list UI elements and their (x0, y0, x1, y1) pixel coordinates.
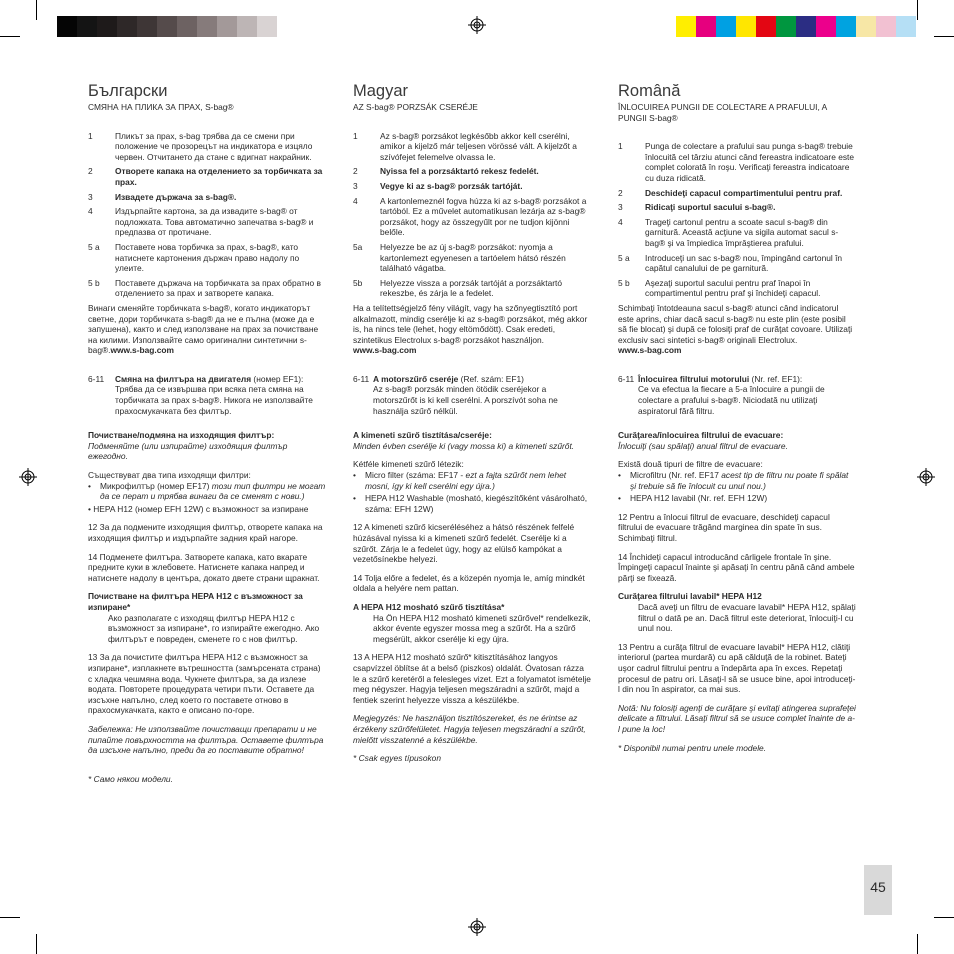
step-number: 6-11 (353, 373, 370, 384)
color-swatch (796, 16, 816, 37)
section-subtitle: AZ S-bag® PORZSÁK CSERÉJE (353, 102, 478, 112)
step-text: Отворете капака на отделението за торбичката за прах. (115, 166, 323, 187)
trim-mark (0, 36, 20, 37)
step-text: Издърпайте картона, за да извадите s-bag® от подложката. Това автоматично запечатва s-bag® и предпазва от протичане. (115, 206, 314, 238)
color-swatch (117, 16, 137, 37)
step-item (618, 188, 856, 199)
color-swatch (696, 16, 716, 37)
bullet: • (353, 493, 356, 504)
step-text: Deschideţi capacul compartimentului pentru praf. (645, 187, 843, 198)
steps-list (88, 131, 326, 299)
link-text: www.s-bag.com (353, 345, 417, 356)
paragraph: Kétféle kimeneti szűrő létezik: (353, 459, 464, 470)
step-number: 2 (88, 166, 93, 177)
step-text: Introduceţi un sac s-bag® nou, împingând cartonul în capătul canalului de pe garnitură. (645, 252, 843, 274)
color-swatch (137, 16, 157, 37)
step-number: 3 (353, 180, 358, 191)
registration-mark-icon (468, 16, 486, 34)
step-number: 5 a (88, 241, 100, 252)
step-text: Helyezze be az új s-bag® porzsákot: nyomja a kartonlemezt egyenesen a tartóelem hátsó részén található vágatba. (380, 241, 566, 274)
section-title: Български (88, 82, 168, 100)
trim-mark (917, 934, 918, 954)
trim-mark (934, 917, 954, 918)
step-text: A kartonlemeznél fogva húzza ki az s-bag® porzsákot a tartóból. Ez a művelet automatikusan lezárja az s-bag® porzsákot, hogy az összegyűlt por ne tudjon kijönni belőle. (380, 195, 587, 238)
gray-color-bar (57, 16, 297, 37)
color-swatch (157, 16, 177, 37)
trim-mark (36, 0, 37, 20)
step-item (88, 206, 326, 238)
paragraph: 13 A HEPA H12 mosható szűrő* kitisztításához langyos csapvízzel öblítse át a belső (piszkos) oldalát. Óvatosan rázza le a szűrő keretéről a felesleges vizet. Ezt a folyamatot ismételje meg négyszer. Hagyja teljesen megszáradni a szűrőt, majd a fentiek szerint helyezze vissza a készülékbe. (353, 652, 591, 705)
paragraph: 13 За да почистите филтъра HEPA H12 с възможност за изпиране*, изплакнете вътрешността (замърсената страна) с хладка чешмяна вода. Чукнете филтъра, за да излезе водата. Повторете процедурата четири пъти. Оставете да изсъхне напълно, след което го поставете отново в прахосмукачката, както е описано по-горе. (88, 652, 321, 716)
step-number: 6-11 (618, 373, 635, 384)
subheading: Смяна на филтъра на двигателя (115, 373, 252, 384)
paragraph: Съществуват два типа изходящи филтри: (88, 470, 251, 481)
bullet-text: acest tip de filtru nu poate fi spălat şi trebuie să fie înlocuit cu unul nou.) (630, 470, 849, 491)
color-swatch (856, 16, 876, 37)
step-number: 4 (88, 206, 93, 217)
trim-mark (36, 934, 37, 954)
step-text: Helyezze vissza a porzsák tartóját a porzsáktartó rekeszbe, és zárja le a fedelet. (380, 277, 563, 299)
ref-text: (Ref. szám: EF1) (458, 373, 524, 384)
step-number: 1 (88, 130, 93, 141)
step-item (618, 278, 856, 299)
column-bulgarian (88, 82, 326, 784)
paragraph: 13 Pentru a curăţa filtrul de evacuare lavabil* HEPA H12, clătiţi interiorul (partea murdară) cu apă călduţă de la robinet. Bateţi uşor cadrul filtrului pentru a îndepărta apa în exces. Repetaţi procesul de patru ori. Lăsaţi-l să se usuce bine, apoi introduceţi-l din nou în aspirator, ca mai sus. (618, 641, 856, 695)
step-number: 4 (618, 216, 623, 227)
step-number: 5 a (618, 252, 630, 263)
ref-text: (номер EF1): (251, 373, 304, 384)
bullet: • (88, 480, 91, 491)
step-number: 2 (353, 166, 358, 177)
color-swatch (756, 16, 776, 37)
trim-mark (934, 36, 954, 37)
step-item (88, 166, 326, 187)
registration-mark-icon (917, 468, 935, 486)
paragraph: Schimbaţi întotdeauna sacul s-bag® atunci când indicatorul este aprins, chiar dacă sacul s-bag® nu este plin (este posibil să fie blocat) şi după ce folosiţi praf de curăţat covoare. Utilizaţi exclusiv saci sintetici s-bag® originali Electrolux. (618, 302, 853, 345)
color-swatch (277, 16, 297, 37)
registration-mark-icon (19, 468, 37, 486)
steps-list (353, 131, 591, 299)
note: Забележка: Не използвайте почистващи препарати и не пипайте повърхността на филтъра. Оставете филтъра да изсъхне напълно, преди да го поставите обратно! (88, 723, 324, 756)
note: Notă: Nu folosiţi agenţi de curăţare şi evitaţi atingerea suprafeţei delicate a filtrului. Lăsaţi filtrul să se usuce complet înainte de a-l pune la loc! (618, 702, 856, 734)
color-swatch (716, 16, 736, 37)
step-item (353, 196, 591, 238)
cmyk-color-bar (676, 16, 916, 37)
step-text: Извадете държача за s-bag®. (115, 191, 237, 202)
section-title: Magyar (353, 82, 409, 100)
bullet-text: HEPA H12 lavabil (Nr. ref. EFH 12W) (630, 493, 768, 504)
step-number: 5a (353, 241, 363, 252)
step-item (353, 278, 591, 299)
subheading: A motorszűrő cseréje (373, 373, 459, 384)
color-swatch (836, 16, 856, 37)
color-swatch (177, 16, 197, 37)
step-item (88, 131, 326, 163)
column-hungarian (353, 82, 591, 764)
paragraph: 14 Подменете филтъра. Затворете капака, като вкарате предните куки в жлебовете. Натиснете капака напред и натиснете надолу в центъра, докато двете страни щракнат. (88, 551, 320, 583)
bullet-text: Microfiltru (Nr. ref. EF17 (630, 470, 722, 481)
step-text: Ridicaţi suportul sacului s-bag®. (645, 202, 776, 213)
section-subtitle: СМЯНА НА ПЛИКА ЗА ПРАХ, S-bag® (88, 102, 234, 112)
bullet: • (353, 470, 356, 481)
color-swatch (876, 16, 896, 37)
step-number: 3 (618, 202, 623, 213)
paragraph: Minden évben cserélje ki (vagy mossa ki) a kimeneti szűrőt. (353, 440, 575, 451)
color-swatch (57, 16, 77, 37)
step-text: Vegye ki az s-bag® porzsák tartóját. (380, 180, 523, 191)
link-text: www.s-bag.com (618, 345, 682, 356)
paragraph: Трябва да се извършва при всяка пета смяна на торбичката за прах s-bag®. Никога не използвайте прахосмукачката без филтър. (115, 384, 313, 416)
color-swatch (197, 16, 217, 37)
step-text: Punga de colectare a prafului sau punga s-bag® trebuie înlocuită cel târziu atunci când fereastra indicatoare este complet colorată în roşu. Verificaţi fereastra indicatoare cu duza ridicată. (645, 141, 855, 183)
step-item (618, 217, 856, 249)
step-text: Nyissa fel a porzsáktartó rekesz fedelét. (380, 166, 539, 177)
paragraph: Înlocuiţi (sau spălaţi) anual filtrul de evacuare. (618, 440, 788, 451)
step-item (88, 242, 326, 274)
ref-text: (Nr. ref. EF1): (749, 373, 803, 384)
section-subtitle: ÎNLOCUIREA PUNGII DE COLECTARE A PRAFULUI, A PUNGII S-bag® (618, 102, 827, 123)
step-item (353, 181, 591, 192)
step-text: Az s-bag® porzsákot legkésőbb akkor kell cserélni, amikor a kijelző már teljesen vörössé vált. A kijelzőt a szívófejet felemelve olvassa le. (380, 130, 577, 162)
paragraph: 12 Pentru a înlocui filtrul de evacuare, deschideţi capacul filtrului de evacuare trăgând marginea din spate în sus. Schimbaţi filtrul. (618, 511, 830, 543)
step-item (353, 131, 591, 163)
paragraph: Ha Ön HEPA H12 mosható kimeneti szűrővel* rendelkezik, akkor évente egyszer mossa meg a szűrőt. Ha a szűrő megsérült, akkor cserélje ki egy újra. (373, 612, 591, 644)
bullet-text: ezt a fajta szűrőt nem lehet mosni, így ki kell cserélni egy újra.) (365, 470, 567, 491)
step-text: Aşezaţi suportul sacului pentru praf înapoi în compartimentul pentru praf şi închideţi capacul. (645, 277, 821, 299)
paragraph: Dacă aveţi un filtru de evacuare lavabil* HEPA H12, spălaţi filtrul o dată pe an. Dacă filtrul este deteriorat, înlocuiţi-l cu unul nou. (638, 601, 856, 634)
note: Megjegyzés: Ne használjon tisztítószereket, és ne érintse az érzékeny szűrőfelületet. Hagyja teljesen megszáradni a szűrőt, mielőtt visszatenné a készülékbe. (353, 713, 586, 745)
trim-mark (917, 0, 918, 20)
step-number: 5 b (618, 277, 630, 288)
step-number: 5 b (88, 277, 100, 288)
step-text: Trageţi cartonul pentru a scoate sacul s-bag® din garnitură. Aceastǎ acţiune va sigila automat sacul s-bag® şi va împiedica împrǎştierea prafului. (645, 216, 839, 248)
color-swatch (816, 16, 836, 37)
step-item (618, 202, 856, 213)
link-text: www.s-bag.com (110, 345, 174, 356)
step-item (88, 192, 326, 203)
step-number: 3 (88, 191, 93, 202)
subheading: A kimeneti szűrő tisztítása/cseréje: (353, 430, 492, 441)
bullet-text: Micro filter (száma: EF17 - (365, 470, 466, 481)
steps-list (618, 141, 856, 299)
bullet-text: • HEPA H12 (номер EFH 12W) с възможност за изпиране (88, 503, 309, 514)
paragraph: Винаги сменяйте торбичката s-bag®, когато индикаторът светне, дори торбичката s-bag® да не е пълна (може да е запушена), както и след използване на прах за почистване на килими. Използвайте само оригинални синтетични s-bag®. (88, 302, 319, 356)
subheading: Înlocuirea filtrului motorului (638, 373, 750, 384)
trim-mark (0, 917, 20, 918)
footnote: * Disponibil numai pentru unele modele. (618, 742, 767, 753)
paragraph: 14 Tolja előre a fedelet, és a közepén nyomja le, amíg mindkét oldala a helyére nem pattan. (353, 572, 585, 594)
footnote: * Csak egyes típusokon (353, 753, 441, 764)
bullet-text: този тип филтри не могат да се перат и трябва винаги да се сменят с нови.) (100, 480, 326, 502)
footnote: * Само някои модели. (88, 773, 173, 784)
paragraph: Există două tipuri de filtre de evacuare: (618, 459, 763, 470)
paragraph: Ако разполагате с изходящ филтър HEPA H12 с възможност за изпиране*, го изпирайте ежегодно. Ако филтърът е повреден, сменете го с нов филтър. (108, 612, 320, 644)
color-swatch (736, 16, 756, 37)
step-number: 1 (353, 130, 358, 141)
registration-mark-icon (468, 918, 486, 936)
step-number: 4 (353, 195, 358, 206)
subheading: Почистване на филтъра HEPA H12 с възможност за изпиране* (88, 591, 303, 612)
paragraph: 14 Închideţi capacul introducând cârligele frontale în şine. Împingeţi capacul înainte şi apăsaţi în centru până când ambele părţi se fixează. (618, 551, 855, 583)
paragraph: Ce va efectua la fiecare a 5-a înlocuire a pungii de colectare a prafului s-bag®. Niciodată nu utilizaţi aspiratorul fără filtru. (638, 384, 825, 416)
color-swatch (217, 16, 237, 37)
bullet: • (618, 493, 621, 504)
color-swatch (896, 16, 916, 37)
paragraph: 12 За да подмените изходящия филтър, отворете капака на изходящия филтър и издърпайте задния край нагоре. (88, 522, 323, 543)
step-text: Поставете нова торбичка за прах, s-bag®, като натиснете картонения държач право надолу по улеите. (115, 241, 300, 274)
color-swatch (776, 16, 796, 37)
subheading: Curăţarea filtrului lavabil* HEPA H12 (618, 591, 762, 602)
color-swatch (97, 16, 117, 37)
paragraph: Ha a telítettségjelző fény világít, vagy ha szőnyegtisztító port alkalmazott, mindig cserélje ki az s-bag® porzsákot, még akkor is, ha nincs tele (lehet, hogy eltömődött). Csak eredeti, szintetikus Electrolux s-bag® porzsákot használjon. (353, 302, 588, 345)
paragraph: Az s-bag® porzsák minden ötödik cseréjekor a motorszűrőt is ki kell cserélni. A porszívót soha ne használja szűrő nélkül. (373, 384, 558, 416)
color-swatch (237, 16, 257, 37)
subheading: A HEPA H12 mosható szűrő tisztítása* (353, 601, 505, 612)
bullet: • (618, 470, 621, 481)
step-number: 1 (618, 141, 623, 152)
step-item (353, 242, 591, 274)
bullet-text: Микрофилтър (номер EF17) (100, 480, 212, 491)
bullet-text: HEPA H12 Washable (mosható, kiegészítőként vásárolható, száma: EFH 12W) (365, 493, 588, 514)
step-item (88, 278, 326, 299)
column-romanian (618, 82, 856, 753)
color-swatch (257, 16, 277, 37)
subheading: Почистване/подмяна на изходящия филтър: (88, 430, 275, 441)
subheading: Curăţarea/înlocuirea filtrului de evacuare: (618, 430, 784, 441)
paragraph: 12 A kimeneti szűrő kicseréléséhez a hátsó részének felfelé húzásával nyissa ki a kimeneti szűrő fedelét. Cserélje ki a szűrőt. Zárja le a fedelet úgy, hogy az elülső kampókat a vezetősínekbe helyezi. (353, 522, 575, 565)
step-text: Пликът за прах, s-bag трябва да се смени при положение че прозорецът на индикатора е изцяло червен. Отчитането да стане с вдигнат накрайник. (115, 130, 313, 162)
paragraph: Подменяйте (или изпирайте) изходящия филтър ежегодно. (88, 440, 288, 462)
step-number: 5b (353, 277, 363, 288)
page-number: 45 (864, 865, 892, 915)
color-swatch (676, 16, 696, 37)
step-item (353, 166, 591, 177)
section-title: Română (618, 82, 681, 100)
step-item (618, 253, 856, 274)
step-item (618, 141, 856, 183)
color-swatch (77, 16, 97, 37)
step-number: 6-11 (88, 373, 105, 384)
step-number: 2 (618, 187, 623, 198)
step-text: Поставете държача на торбичката за прах обратно в отделението за прах и затворете капака. (115, 277, 321, 299)
